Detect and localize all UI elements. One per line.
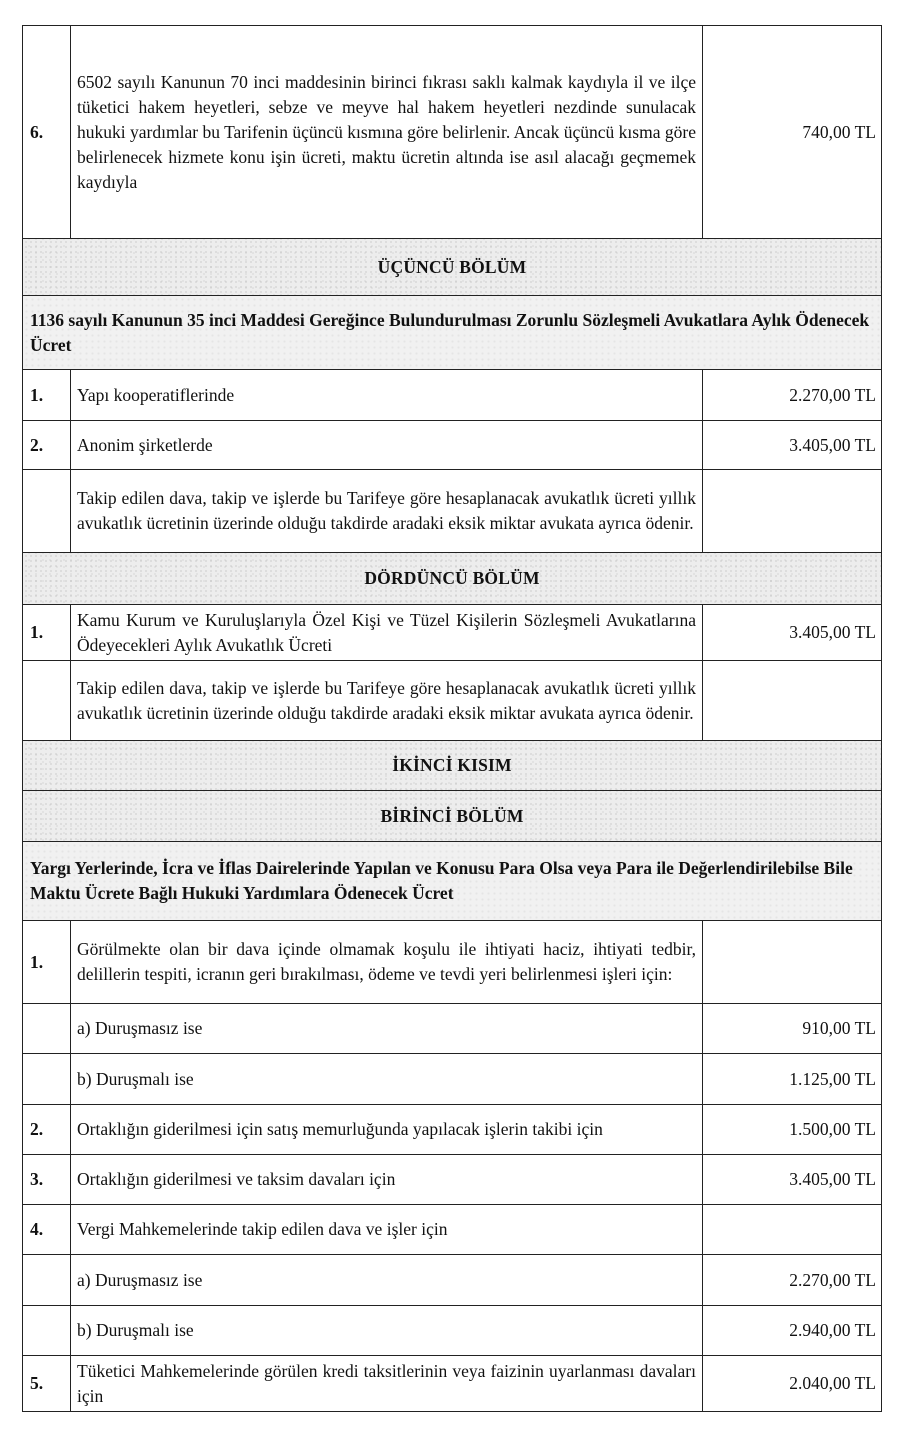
section-subtitle-row (23, 296, 882, 370)
table-row (23, 661, 882, 741)
table-row (23, 1306, 882, 1356)
fee-table (22, 25, 882, 1412)
item-number (23, 1306, 71, 1356)
section-subtitle-row (23, 842, 882, 921)
section-heading-row (23, 741, 882, 791)
fee-amount (703, 1205, 882, 1255)
item-description: Kamu Kurum ve Kuruluşlarıyla Özel Kişi ve Tüzel Kişilerin Sözleşmeli Avukatlarına Ödeyecekleri Aylık Avukatlık Ücreti (71, 605, 703, 661)
table-row (23, 26, 882, 239)
table-row (23, 921, 882, 1004)
table-row (23, 1155, 882, 1205)
table-row (23, 421, 882, 470)
section-heading: DÖRDÜNCÜ BÖLÜM (23, 553, 882, 605)
fee-amount: 2.040,00 TL (703, 1356, 882, 1412)
item-description: Tüketici Mahkemelerinde görülen kredi taksitlerinin veya faizinin uyarlanması davaları için (71, 1356, 703, 1412)
item-number: 6. (23, 26, 71, 239)
fee-amount: 740,00 TL (703, 26, 882, 239)
table-row (23, 370, 882, 421)
section-heading: BİRİNCİ BÖLÜM (23, 791, 882, 842)
section-heading: İKİNCİ KISIM (23, 741, 882, 791)
item-number: 4. (23, 1205, 71, 1255)
fee-tariff-document (22, 25, 881, 1412)
section-heading: ÜÇÜNCÜ BÖLÜM (23, 239, 882, 296)
item-number: 3. (23, 1155, 71, 1205)
item-description: Görülmekte olan bir dava içinde olmamak koşulu ile ihtiyati haciz, ihtiyati tedbir, delillerin tespiti, icranın geri bırakılması, ödeme ve tevdi yeri belirlenmesi işleri için: (71, 921, 703, 1004)
item-description: Vergi Mahkemelerinde takip edilen dava ve işler için (71, 1205, 703, 1255)
item-number (23, 661, 71, 741)
item-number: 1. (23, 605, 71, 661)
item-description: Anonim şirketlerde (71, 421, 703, 470)
fee-amount: 2.270,00 TL (703, 370, 882, 421)
fee-amount: 910,00 TL (703, 1004, 882, 1054)
fee-amount: 1.125,00 TL (703, 1054, 882, 1105)
table-row (23, 1004, 882, 1054)
item-number: 1. (23, 370, 71, 421)
fee-amount (703, 661, 882, 741)
item-number: 2. (23, 421, 71, 470)
fee-table-body (23, 26, 882, 1412)
item-description: 6502 sayılı Kanunun 70 inci maddesinin birinci fıkrası saklı kalmak kaydıyla il ve ilçe tüketici hakem heyetleri, sebze ve meyve hal hakem heyetleri nezdinde sunulacak hukuki yardımlar bu Tarifenin üçüncü kısmına göre belirlenir. Ancak üçüncü kısma göre belirlenecek hizmete konu işin ücreti, maktu ücretin altında ise asıl alacağı geçmemek kaydıyla (71, 26, 703, 239)
item-number (23, 470, 71, 553)
table-row (23, 1356, 882, 1412)
item-description: b) Duruşmalı ise (71, 1306, 703, 1356)
fee-amount (703, 921, 882, 1004)
section-subtitle: Yargı Yerlerinde, İcra ve İflas Dairelerinde Yapılan ve Konusu Para Olsa veya Para ile Değerlendirilebilse Bile Maktu Ücrete Bağlı Hukuki Yardımlara Ödenecek Ücret (23, 842, 882, 921)
item-number (23, 1054, 71, 1105)
table-row (23, 1255, 882, 1306)
item-description: a) Duruşmasız ise (71, 1255, 703, 1306)
item-description: a) Duruşmasız ise (71, 1004, 703, 1054)
fee-amount: 2.940,00 TL (703, 1306, 882, 1356)
item-description: Takip edilen dava, takip ve işlerde bu Tarifeye göre hesaplanacak avukatlık ücreti yıllık avukatlık ücretinin üzerinde olduğu takdirde aradaki eksik miktar avukata ayrıca ödenir. (71, 661, 703, 741)
table-row (23, 1205, 882, 1255)
item-description: b) Duruşmalı ise (71, 1054, 703, 1105)
item-number: 2. (23, 1105, 71, 1155)
item-description: Takip edilen dava, takip ve işlerde bu Tarifeye göre hesaplanacak avukatlık ücreti yıllık avukatlık ücretinin üzerinde olduğu takdirde aradaki eksik miktar avukata ayrıca ödenir. (71, 470, 703, 553)
table-row (23, 470, 882, 553)
section-heading-row (23, 791, 882, 842)
item-description: Ortaklığın giderilmesi için satış memurluğunda yapılacak işlerin takibi için (71, 1105, 703, 1155)
item-description: Yapı kooperatiflerinde (71, 370, 703, 421)
table-row (23, 1105, 882, 1155)
fee-amount: 3.405,00 TL (703, 1155, 882, 1205)
fee-amount (703, 470, 882, 553)
item-number: 1. (23, 921, 71, 1004)
item-number (23, 1255, 71, 1306)
table-row (23, 605, 882, 661)
section-heading-row (23, 239, 882, 296)
item-number: 5. (23, 1356, 71, 1412)
fee-amount: 3.405,00 TL (703, 421, 882, 470)
fee-amount: 1.500,00 TL (703, 1105, 882, 1155)
table-row (23, 1054, 882, 1105)
fee-amount: 2.270,00 TL (703, 1255, 882, 1306)
item-number (23, 1004, 71, 1054)
fee-amount: 3.405,00 TL (703, 605, 882, 661)
item-description: Ortaklığın giderilmesi ve taksim davaları için (71, 1155, 703, 1205)
section-heading-row (23, 553, 882, 605)
section-subtitle: 1136 sayılı Kanunun 35 inci Maddesi Gereğince Bulundurulması Zorunlu Sözleşmeli Avukatlara Aylık Ödenecek Ücret (23, 296, 882, 370)
